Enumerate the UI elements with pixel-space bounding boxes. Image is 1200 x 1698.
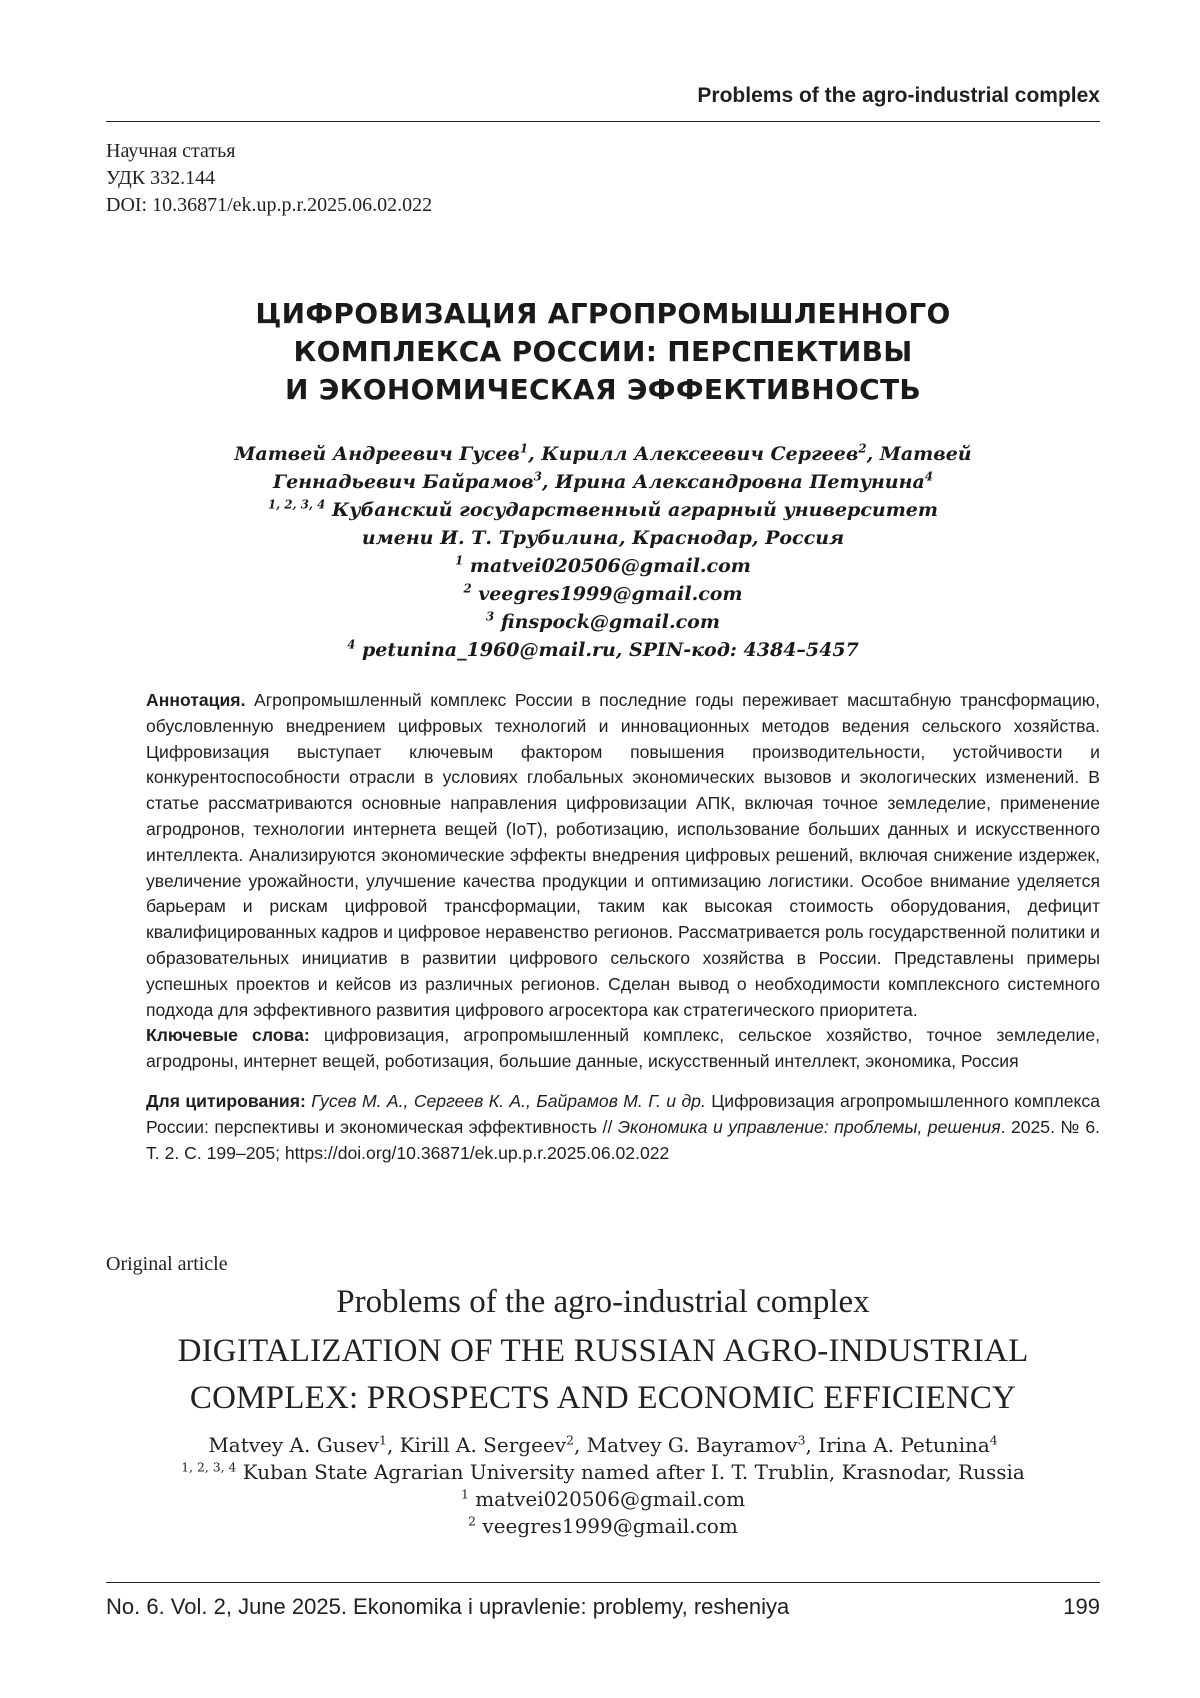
abstract-label: Аннотация. — [146, 690, 245, 710]
email-link[interactable]: veegres1999@gmail.com — [478, 583, 742, 605]
email-line — [106, 1513, 1100, 1540]
udc: УДК 332.144 — [106, 165, 432, 192]
email-link[interactable]: matvei020506@gmail.com — [470, 555, 751, 577]
affil-sup: 1, 2, 3, 4 — [268, 498, 325, 512]
author-sup: 1 — [379, 1432, 387, 1447]
page-number: 199 — [1063, 1594, 1100, 1620]
ru-title — [106, 295, 1100, 409]
author-sup: 4 — [990, 1432, 998, 1447]
author-name: Геннадьевич Байрамов — [273, 471, 534, 493]
journal-page — [0, 0, 1200, 1698]
author-sup: 3 — [798, 1432, 806, 1447]
en-authors-line: Matvey A. Gusev1, Kirill A. Sergeev2, Matvey G. Bayramov3, Irina A. Petunina4 — [106, 1432, 1100, 1459]
email-sup: 1 — [461, 1486, 469, 1501]
en-title-line: COMPLEX: PROSPECTS AND ECONOMIC EFFICIENCY — [106, 1375, 1100, 1422]
en-authors-block — [106, 1432, 1100, 1540]
article-meta — [106, 138, 432, 219]
en-title — [106, 1328, 1100, 1422]
footer-issue: No. 6. Vol. 2, June 2025. Ekonomika i upravlenie: problemy, resheniya — [106, 1594, 789, 1620]
email-sup: 2 — [468, 1513, 476, 1528]
author-sup: 2 — [566, 1432, 574, 1447]
author-name: Матвей Андреевич Гусев — [234, 443, 520, 465]
author-sup: 4 — [925, 470, 933, 484]
en-affiliation-line — [106, 1459, 1100, 1486]
keywords-label: Ключевые слова: — [146, 1025, 310, 1045]
author-name: Matvey G. Bayramov — [587, 1433, 798, 1457]
abstract-text: Агропромышленный комплекс России в последние годы переживает масштабную трансформацию, обусловленную внедрением цифровых технологий и инновационных методов ведения сельского хозяйства. Цифровизация выступает ключевым фактором повышения производительности, устойчивости и конкурентоспособности отрасли в условиях глобальных экономических вызовов и экологических изменений. В статье рассматриваются основные направления цифровизации АПК, включая точное земледелие, применение агродронов, технологии интернета вещей (IoT), роботизацию, использование больших данных и искусственного интеллекта. Анализируются экономические эффекты внедрения цифровых решений, включая снижение издержек, увеличение урожайности, улучшение качества продукции и оптимизацию логистики. Особое внимание уделяется барьерам и рискам цифровой трансформации, таким как высокая стоимость оборудования, дефицит квалифицированных кадров и цифровое неравенство регионов. Рассматривается роль государственной политики и образовательных инициатив в развитии цифрового сельского хозяйства в России. Представлены примеры успешных проектов и кейсов из различных регионов. Сделан вывод о необходимости комплексного системного подхода для эффективного развития цифрового агросектора как стратегического приоритета. — [146, 690, 1100, 1020]
ru-title-line: И ЭКОНОМИЧЕСКАЯ ЭФФЕКТИВНОСТЬ — [106, 371, 1100, 409]
author-name: Kirill A. Sergeev — [400, 1433, 566, 1457]
en-article-type: Original article — [106, 1253, 228, 1276]
affiliation: Kuban State Agrarian University named after I. T. Trublin, Krasnodar, Russia — [243, 1460, 1025, 1484]
en-title-line: DIGITALIZATION OF THE RUSSIAN AGRO-INDUSTRIAL — [106, 1328, 1100, 1375]
author-sup: 1 — [520, 442, 528, 456]
ru-authors-line-1: Матвей Андреевич Гусев1, Кирилл Алексеевич Сергеев2, Матвей — [106, 440, 1100, 468]
cite-title: Цифровизация агропромышленного комплекса России: перспективы и экономическая эффективность // — [146, 1091, 1100, 1137]
email-line — [106, 636, 1100, 664]
keywords-paragraph — [106, 1023, 1100, 1075]
citation-paragraph — [106, 1089, 1100, 1166]
keywords-text: цифровизация, агропромышленный комплекс, сельское хозяйство, точное земледелие, агродроны, интернет вещей, роботизация, большие данные, искусственный интеллект, экономика, Россия — [146, 1025, 1100, 1071]
ru-affiliation-line-2: имени И. Т. Трубилина, Краснодар, Россия — [106, 524, 1100, 552]
author-sup: 3 — [534, 470, 542, 484]
ru-title-line: КОМПЛЕКСА РОССИИ: ПЕРСПЕКТИВЫ — [106, 333, 1100, 371]
email-line — [106, 580, 1100, 608]
cite-journal: Экономика и управление: проблемы, решения — [618, 1117, 1001, 1137]
ru-authors-line-2: Геннадьевич Байрамов3, Ирина Александровна Петунина4 — [106, 468, 1100, 496]
article-type: Научная статья — [106, 138, 432, 165]
footer-rule — [106, 1582, 1100, 1583]
author-name: Кирилл Алексеевич Сергеев — [541, 443, 858, 465]
ru-title-line: ЦИФРОВИЗАЦИЯ АГРОПРОМЫШЛЕННОГО — [106, 295, 1100, 333]
en-section-title: Problems of the agro-industrial complex — [106, 1284, 1100, 1321]
email-link[interactable]: matvei020506@gmail.com — [475, 1487, 745, 1511]
affiliation: Кубанский государственный аграрный университет — [332, 499, 938, 521]
author-name: Irina A. Petunina — [818, 1433, 990, 1457]
email-sup: 4 — [347, 638, 355, 652]
email-link[interactable]: finspock@gmail.com — [501, 611, 720, 633]
cite-authors: Гусев М. А., Сергеев К. А., Байрамов М. Г. и др. — [311, 1091, 706, 1111]
ru-affiliation-line-1 — [106, 496, 1100, 524]
email-line — [106, 608, 1100, 636]
running-header: Problems of the agro-industrial complex — [106, 84, 1100, 108]
email-link[interactable]: veegres1999@gmail.com — [482, 1514, 737, 1538]
abstract-paragraph — [106, 688, 1100, 1023]
ru-authors-block — [106, 440, 1100, 664]
author-name: Матвей — [880, 443, 972, 465]
author-sup: 2 — [858, 442, 866, 456]
affil-sup: 1, 2, 3, 4 — [181, 1459, 236, 1474]
email-sup: 1 — [455, 554, 463, 568]
email-line — [106, 1486, 1100, 1513]
email-sup: 3 — [486, 610, 494, 624]
email-sup: 2 — [463, 582, 471, 596]
abstract-block — [146, 688, 1100, 1166]
email-link[interactable]: petunina_1960@mail.ru, SPIN-код: 4384–5457 — [362, 639, 859, 661]
doi[interactable]: DOI: 10.36871/ek.up.p.r.2025.06.02.022 — [106, 192, 432, 219]
header-rule — [106, 121, 1100, 122]
email-line — [106, 552, 1100, 580]
author-name: Ирина Александровна Петунина — [555, 471, 925, 493]
cite-tail: . 2025. № 6. Т. 2. С. 199–205; https://doi.org/10.36871/ek.up.p.r.2025.06.02.022 — [146, 1117, 1100, 1163]
cite-label: Для цитирования: — [146, 1091, 306, 1111]
author-name: Matvey A. Gusev — [208, 1433, 379, 1457]
